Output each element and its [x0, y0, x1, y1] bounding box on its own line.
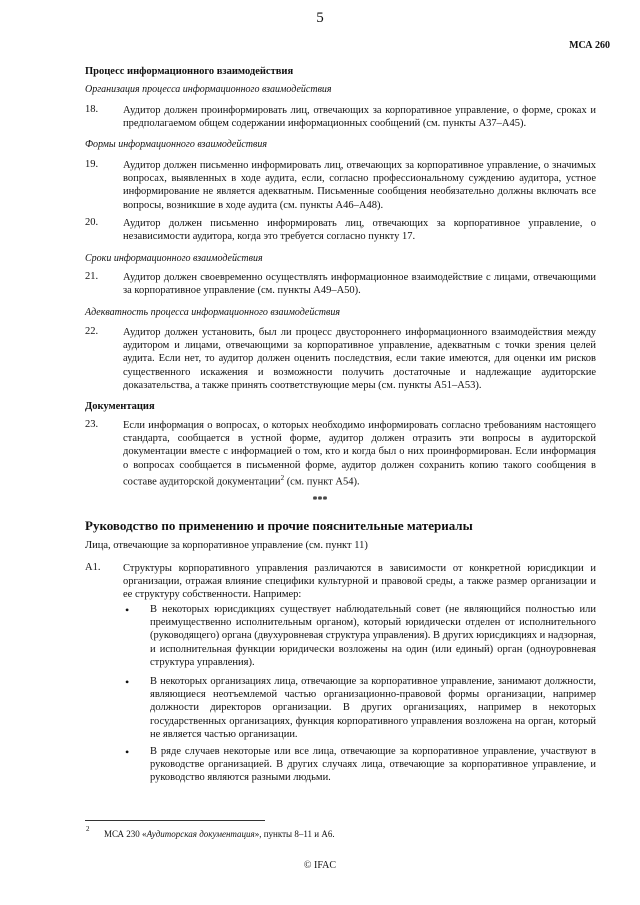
bullet-mark: •	[125, 675, 130, 689]
guidance-heading: Руководство по применению и прочие пояснительные материалы	[85, 518, 473, 533]
footnote-prefix: МСА 230 «	[104, 829, 147, 839]
copyright-footer: © IFAC	[303, 860, 337, 871]
org-heading: Организация процесса информационного взаимодействия	[85, 84, 332, 95]
timing-heading: Сроки информационного взаимодействия	[85, 253, 263, 264]
paragraph-text: Аудитор должен установить, был ли процесс двустороннего информационного взаимодействия между аудитором и лицами, отвечающими за корпоративное управление, адекватным с точки зрения целей аудита. Если нет, то аудитор должен оценить последствия, если такие имеются, для оценки им рисков существенного искажения и возможности получить достаточные и надлежащие аудиторские доказательства, а также принять соответствующие меры (см. пункты A51–A53).	[123, 327, 596, 391]
paragraph-number: 21.	[85, 271, 99, 282]
paragraph-number: A1.	[85, 562, 101, 573]
paragraph-text: Структуры корпоративного управления различаются в зависимости от конкретной юрисдикции и организации, отражая влияние специфики культурной и правовой среды, а также размер организации и ее структуру собственности. Например:	[123, 563, 596, 601]
paragraph-text: Аудитор должен письменно информировать лиц, отвечающих за корпоративное управление, о значимых вопросах, выявленных в ходе аудита, если, согласно профессиональному суждению аудитора, устное информирование не является адекватным. Письменные сообщения необязательно должны включать все вопросы, возникшие в ходе аудита (см. пункты A46–A48).	[123, 160, 596, 211]
adequacy-heading: Адекватность процесса информационного взаимодействия	[85, 307, 341, 318]
paragraph-number: 18.	[85, 104, 99, 115]
bullet-mark: •	[125, 603, 130, 617]
forms-heading: Формы информационного взаимодействия	[85, 139, 267, 150]
bullet-text: В ряде случаев некоторые или все лица, отвечающие за корпоративное управление, участвуют в руководстве организацией. В других случаях лица, отвечающие за корпоративное управление, и руководство являются разными людьми.	[150, 746, 596, 784]
paragraph-text: Аудитор должен своевременно осуществлять информационное взаимодействие с лицами, отвечающими за корпоративное управление (см. пункты A49–A50).	[123, 272, 596, 297]
footnote-title: Аудиторская документация	[146, 829, 255, 839]
bullet-text: В некоторых организациях лица, отвечающие за корпоративное управление, занимают должности, являющиеся неотъемлемой частью организационно-правовой формы организации, например должности директоров организации. В других организациях, например в некоторых государственных организациях, функция корпоративного управления возложена на орган, который не является частью организации.	[150, 676, 596, 740]
footnote-ref: 2	[280, 473, 285, 482]
paragraph-number: 20.	[85, 217, 99, 228]
page-number: 5	[316, 10, 324, 26]
footnote-divider	[85, 820, 265, 821]
standard-code: МСА 260	[569, 40, 610, 51]
footnote-suffix: », пункты 8–11 и A6.	[254, 829, 335, 839]
paragraph-text	[123, 419, 596, 489]
footnote-number: 2	[86, 825, 90, 833]
guidance-subheading: Лица, отвечающие за корпоративное управление (см. пункт 11)	[85, 540, 368, 551]
bullet-mark: •	[125, 745, 130, 759]
footnote-text	[104, 829, 335, 839]
paragraph-text-tail: (см. пункт A54).	[284, 476, 360, 488]
paragraph-text-main: Если информация о вопросах, о которых необходимо информировать согласно требованиям настоящего стандарта, сообщается в устной форме, аудитор должен отразить эти вопросы в аудиторской документации вместе с информацией о том, кто и когда был о них проинформирован. Если информация о вопросах сообщается в письменной форме, аудитор должен сохранить копию такого сообщения в составе аудиторской документации	[123, 420, 596, 488]
paragraph-number: 22.	[85, 326, 99, 337]
bullet-text: В некоторых юрисдикциях существует наблюдательный совет (не являющийся полностью или преимущественно исполнительным органом), который юридически отделен от исполнительного (руководящего) органа (двухуровневая структура управления). В других юрисдикциях и надзорная, и исполнительная функции юридически возложены на один (или единый) орган (одноуровневая структура управления).	[150, 604, 596, 668]
paragraph-number: 19.	[85, 159, 99, 170]
process-heading: Процесс информационного взаимодействия	[85, 66, 294, 77]
section-separator: ***	[312, 495, 328, 506]
paragraph-text: Аудитор должен письменно информировать лиц, отвечающих за корпоративное управление, о независимости аудитора, когда это требуется согласно пункту 17.	[123, 218, 596, 243]
documentation-heading: Документация	[85, 401, 155, 412]
paragraph-text: Аудитор должен проинформировать лиц, отвечающих за корпоративное управление, о форме, сроках и предполагаемом общем содержании информационных сообщений (см. пункты A37–A45).	[123, 105, 596, 130]
paragraph-number: 23.	[85, 419, 99, 430]
